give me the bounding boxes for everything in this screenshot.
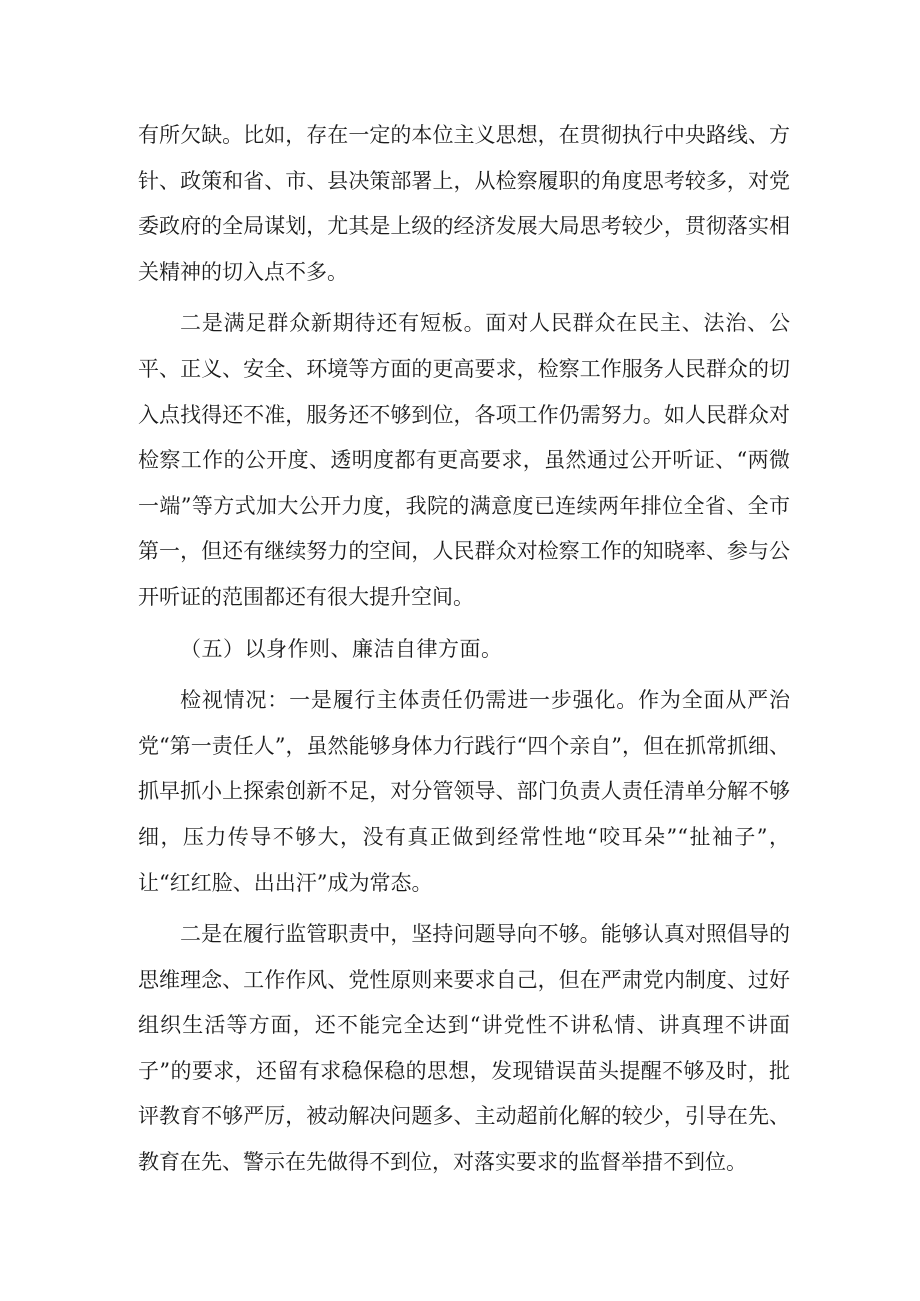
paragraph-public-expectations: 二是满足群众新期待还有短板。面对人民群众在民主、法治、公平、正义、安全、环境等方面的更高要求，检察工作服务人民群众的切入点找得还不准，服务还不够到位，各项工作仍需努力。如人民群众对检察工作的公开度、透明度都有更高要求，虽然通过公开听证、“两微一端”等方式加大公开力度，我院的满意度已连续两年排位全省、全市第一，但还有继续努力的空间，人民群众对检察工作的知晓率、参与公开听证的范围都还有很大提升空间。 <box>138 311 790 609</box>
paragraph-continuation: 有所欠缺。比如，存在一定的本位主义思想，在贯彻执行中央路线、方针、政策和省、市、县决策部署上，从检察履职的角度思考较多，对党委政府的全局谋划，尤其是上级的经济发展大局思考较少，贯彻落实相关精神的切入点不多。 <box>138 123 790 284</box>
paragraph-supervision-duty: 二是在履行监管职责中，坚持问题导向不够。能够认真对照倡导的思维理念、工作作风、党性原则来要求自己，但在严肃党内制度、过好组织生活等方面，还不能完全达到“讲党性不讲私情、讲真理不讲面子”的要求，还留有求稳保稳的思想，发现错误苗头提醒不够及时，批评教育不够严厉，被动解决问题多、主动超前化解的较少，引导在先、教育在先、警示在先做得不到位，对落实要求的监督举措不到位。 <box>138 922 790 1175</box>
document-body <box>138 113 790 1186</box>
paragraph-review-situation: 检视情况：一是履行主体责任仍需进一步强化。作为全面从严治党“第一责任人”，虽然能够身体力行践行“四个亲自”，但在抓常抓细、抓早抓小上探索创新不足，对分管领导、部门负责人责任清单分解不够细，压力传导不够大，没有真正做到经常性地“咬耳朵”“扯袖子”，让“红红脸、出出汗”成为常态。 <box>138 688 790 895</box>
section-heading-integrity: （五）以身作则、廉洁自律方面。 <box>180 636 503 661</box>
